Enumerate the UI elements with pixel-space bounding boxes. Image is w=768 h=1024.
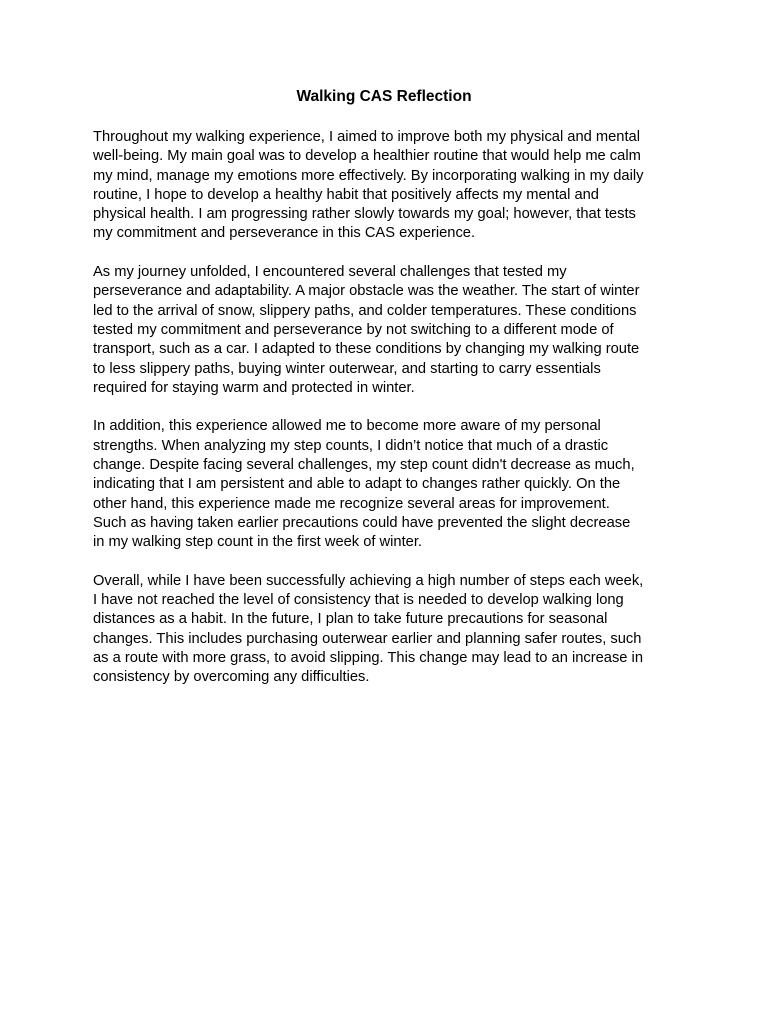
paragraph-4 — [93, 572, 683, 688]
text-line: changes. This includes purchasing outerwear earlier and planning safer routes, such — [93, 630, 642, 647]
paragraph-1 — [93, 128, 683, 244]
text-line: In addition, this experience allowed me to become more aware of my personal — [93, 418, 601, 435]
text-line: in my walking step count in the first week of winter. — [93, 534, 422, 551]
text-line: strengths. When analyzing my step counts, I didn’t notice that much of a drastic — [93, 437, 609, 454]
text-line: to less slippery paths, buying winter outerwear, and starting to carry essentials — [93, 360, 601, 377]
text-line: perseverance and adaptability. A major obstacle was the weather. The start of winter — [93, 283, 640, 300]
text-line: As my journey unfolded, I encountered several challenges that tested my — [93, 264, 567, 281]
text-line: physical health. I am progressing rather slowly towards my goal; however, that tests — [93, 206, 636, 223]
text-line: change. Despite facing several challenges, my step count didn't decrease as much, — [93, 457, 635, 474]
text-line: led to the arrival of snow, slippery paths, and colder temperatures. These conditions — [93, 302, 637, 319]
text-line: my mind, manage my emotions more effectively. By incorporating walking in my daily — [93, 167, 644, 184]
text-line: I have not reached the level of consistency that is needed to develop walking long — [93, 592, 624, 609]
text-line: well-being. My main goal was to develop a healthier routine that would help me calm — [93, 148, 641, 165]
text-line: my commitment and perseverance in this CAS experience. — [93, 225, 476, 242]
text-line: distances as a habit. In the future, I plan to take future precautions for seasonal — [93, 611, 608, 628]
paragraph-3 — [93, 417, 683, 552]
text-line: Overall, while I have been successfully achieving a high number of steps each week, — [93, 572, 644, 589]
text-line: other hand, this experience made me recognize several areas for improvement. — [93, 495, 610, 512]
text-line: consistency by overcoming any difficulties. — [93, 669, 370, 686]
text-line: transport, such as a car. I adapted to these conditions by changing my walking route — [93, 341, 640, 358]
document-body — [93, 128, 683, 707]
paragraph-2 — [93, 263, 683, 398]
text-line: Such as having taken earlier precautions could have prevented the slight decrease — [93, 514, 631, 531]
text-line: tested my commitment and perseverance by not switching to a different mode of — [93, 321, 614, 338]
text-line: as a route with more grass, to avoid slipping. This change may lead to an increase in — [93, 650, 643, 667]
document-title: Walking CAS Reflection — [296, 88, 472, 105]
text-line: indicating that I am persistent and able to adapt to changes rather quickly. On the — [93, 476, 621, 493]
text-line: routine, I hope to develop a healthy habit that positively affects my mental and — [93, 186, 599, 203]
text-line: required for staying warm and protected in winter. — [93, 379, 415, 396]
text-line: Throughout my walking experience, I aimed to improve both my physical and mental — [93, 129, 640, 145]
